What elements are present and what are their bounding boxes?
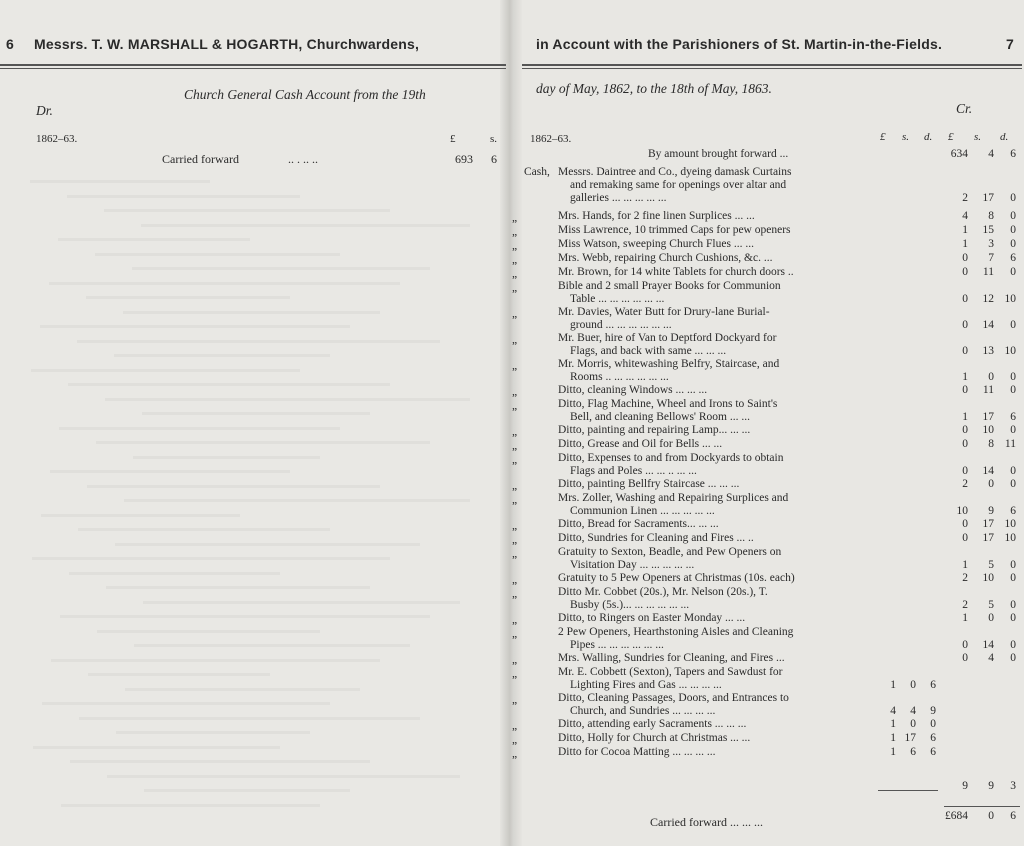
ghost-line — [49, 282, 400, 285]
entry-text: Mr. E. Cobbett (Sexton), Tapers and Sawdust for — [558, 666, 783, 678]
ghost-line — [58, 238, 250, 241]
entry-text: Church, and Sundries ... ... ... ... — [570, 705, 716, 717]
ghost-line — [87, 485, 380, 488]
amount-pence: 0 — [1010, 224, 1016, 236]
entry-text: Ditto Mr. Cobbet (20s.), Mr. Nelson (20s.), T. — [558, 586, 768, 598]
amount-shillings: 10 — [982, 572, 994, 584]
ghost-line — [40, 325, 350, 328]
total-pounds: £684 — [945, 810, 968, 822]
amount-shillings: 17 — [982, 192, 994, 204]
right-carried-label: Carried forward ... ... ... — [650, 815, 763, 829]
ditto-mark: „ — [512, 254, 518, 266]
amount-pence: 0 — [1010, 371, 1016, 383]
amount-pence: 0 — [1010, 238, 1016, 250]
entry-text: Ditto, Grease and Oil for Bells ... ... — [558, 438, 723, 450]
entry-text: Table ... ... ... ... ... ... — [570, 293, 665, 305]
amount-pounds: 1 — [962, 612, 968, 624]
right-year: 1862–63. — [530, 133, 572, 145]
amount-pence: 6 — [930, 746, 936, 758]
entry-text: Mrs. Zoller, Washing and Repairing Surplices and — [558, 492, 789, 504]
entry-text: Ditto, Expenses to and from Dockyards to obtain — [558, 452, 784, 464]
left-carried-dots: .. . .. .. — [288, 152, 318, 166]
amount-pounds: 0 — [962, 639, 968, 651]
amount-pounds: 0 — [962, 252, 968, 264]
entry-text: Miss Lawrence, 10 trimmed Caps for pew openers — [558, 224, 791, 236]
ledger-entry — [558, 238, 868, 251]
amount-shillings: 14 — [982, 319, 994, 331]
ghost-line — [114, 354, 330, 357]
ghost-line — [116, 731, 310, 734]
ledger-entry — [558, 732, 868, 745]
amount-pounds: 1 — [890, 732, 896, 744]
entry-text: galleries ... ... ... ... ... — [570, 192, 667, 204]
entry-text: Messrs. Daintree and Co., dyeing damask Curtains — [558, 166, 792, 178]
entry-text: Mrs. Hands, for 2 fine linen Surplices ... ... — [558, 210, 755, 222]
amount-pounds: 2 — [962, 572, 968, 584]
ledger-entry — [558, 626, 868, 652]
entry-text: Flags, and back with same ... ... ... — [570, 345, 727, 357]
amount-pounds: 1 — [890, 679, 896, 691]
amount-pounds: 0 — [962, 266, 968, 278]
amount-shillings: 0 — [910, 718, 916, 730]
ghost-line — [42, 702, 330, 705]
amount-pounds: 4 — [962, 210, 968, 222]
entry-text: Gratuity to 5 Pew Openers at Christmas (10s. each) — [558, 572, 795, 584]
amount-pounds: 0 — [962, 424, 968, 436]
amount-pounds: 0 — [962, 532, 968, 544]
ledger-entry — [558, 652, 868, 665]
amount-shillings: 0 — [988, 612, 994, 624]
entry-text: Rooms .. ... ... ... ... ... — [570, 371, 669, 383]
ditto-mark: „ — [512, 308, 518, 320]
ditto-mark: „ — [512, 668, 518, 680]
ghost-line — [143, 601, 460, 604]
ghost-line — [134, 644, 410, 647]
ghost-line — [107, 775, 460, 778]
ditto-mark: „ — [512, 454, 518, 466]
left-page-number: 6 — [6, 36, 14, 52]
entry-text: ground ... ... ... ... ... ... — [570, 319, 672, 331]
ghost-line — [104, 209, 390, 212]
amount-shillings: 0 — [988, 371, 994, 383]
ghost-line — [77, 340, 440, 343]
right-header: in Account with the Parishioners of St. Martin-in-the-Fields. — [536, 36, 943, 52]
entry-text: Visitation Day ... ... ... ... ... — [570, 559, 695, 571]
amount-pounds: 0 — [962, 465, 968, 477]
amount-shillings: 4 — [988, 148, 994, 160]
amount-pounds: 0 — [962, 293, 968, 305]
amount-shillings: 5 — [988, 599, 994, 611]
ledger-entry — [558, 692, 868, 718]
col-a-pence: d. — [1000, 131, 1009, 143]
amount-pounds: 2 — [962, 599, 968, 611]
ditto-mark: „ — [512, 720, 518, 732]
ledger-entry — [558, 424, 868, 437]
ledger-entry — [558, 398, 868, 424]
amount-pounds: 1 — [890, 718, 896, 730]
ghost-line — [106, 586, 370, 589]
amount-pence: 6 — [1010, 252, 1016, 264]
ghost-line — [97, 630, 320, 633]
entry-text: Pipes ... ... ... ... ... ... — [570, 639, 664, 651]
entry-text: Mr. Brown, for 14 white Tablets for church doors .. — [558, 266, 794, 278]
left-carried-shillings: 6 — [491, 152, 497, 166]
ledger-entry — [558, 586, 868, 612]
ledger-entry — [558, 478, 868, 491]
amount-pounds: 1 — [962, 559, 968, 571]
amount-shillings: 6 — [910, 746, 916, 758]
entry-text: Mr. Morris, whitewashing Belfry, Staircase, and — [558, 358, 780, 370]
ledger-entry — [558, 666, 868, 692]
ghost-line — [67, 195, 300, 198]
ledger-entry — [558, 518, 868, 531]
amount-pounds: 0 — [962, 384, 968, 396]
col-a-pounds: £ — [948, 131, 954, 143]
amount-pounds: 1 — [962, 411, 968, 423]
ledger-entry — [558, 210, 868, 223]
amount-pence: 0 — [1010, 572, 1016, 584]
amount-shillings: 0 — [988, 478, 994, 490]
ledger-entry — [558, 452, 868, 478]
ghost-line — [96, 441, 430, 444]
ditto-mark: „ — [512, 226, 518, 238]
ledger-entry — [558, 224, 868, 237]
amount-pence: 0 — [1010, 465, 1016, 477]
ghost-line — [59, 427, 340, 430]
entry-text: Ditto, painting Bellfry Staircase ... ... ... — [558, 478, 740, 490]
ghost-line — [123, 311, 380, 314]
entry-text: Ditto, attending early Sacraments ... ... ... — [558, 718, 747, 730]
ghost-line — [132, 267, 430, 270]
amount-pence: 0 — [1010, 266, 1016, 278]
ghost-line — [41, 514, 240, 517]
ghost-line — [69, 572, 280, 575]
amount-pence: 10 — [1004, 518, 1016, 530]
ledger-entry — [558, 252, 868, 265]
ghost-line — [79, 717, 420, 720]
ghost-line — [51, 659, 380, 662]
ditto-mark: „ — [512, 548, 518, 560]
amount-shillings: 5 — [988, 559, 994, 571]
ledger-entry — [558, 266, 868, 279]
amount-shillings: 11 — [982, 266, 994, 278]
right-subtitle: day of May, 1862, to the 18th of May, 1863. — [536, 81, 772, 96]
entry-text: Mrs. Webb, repairing Church Cushions, &c. ... — [558, 252, 773, 264]
ghost-line — [31, 369, 300, 372]
amount-shillings: 4 — [988, 652, 994, 664]
entry-text: Ditto for Cocoa Matting ... ... ... ... — [558, 746, 716, 758]
ghost-line — [61, 804, 320, 807]
amount-pence: 0 — [1010, 652, 1016, 664]
ghost-line — [32, 557, 390, 560]
ledger-entry — [558, 546, 868, 572]
amount-pounds: 2 — [962, 478, 968, 490]
ghost-line — [60, 615, 430, 618]
ledger-entry — [558, 718, 868, 731]
amount-shillings: 17 — [982, 532, 994, 544]
entry-text: Ditto, to Ringers on Easter Monday ... ... — [558, 612, 746, 624]
amount-shillings: 15 — [982, 224, 994, 236]
ledger-entry — [558, 384, 868, 397]
entry-text: Ditto, cleaning Windows ... ... ... — [558, 384, 708, 396]
ghost-line — [70, 760, 370, 763]
ditto-mark: „ — [512, 386, 518, 398]
entry-text: Ditto, Bread for Sacraments... ... ... — [558, 518, 719, 530]
amount-pounds: 0 — [962, 652, 968, 664]
ditto-mark: „ — [512, 614, 518, 626]
right-header-rule-thin — [522, 68, 1022, 69]
amount-pence: 0 — [1010, 424, 1016, 436]
amount-shillings: 10 — [982, 424, 994, 436]
ghost-line — [142, 412, 370, 415]
dr-label: Dr. — [36, 103, 53, 118]
amount-shillings: 8 — [988, 438, 994, 450]
ghost-line — [141, 224, 470, 227]
amount-pounds: 0 — [962, 518, 968, 530]
ghost-line — [124, 499, 470, 502]
total-rule — [944, 806, 1020, 807]
amount-pence: 0 — [1010, 319, 1016, 331]
ditto-mark: „ — [512, 520, 518, 532]
ditto-mark: „ — [512, 588, 518, 600]
ghost-line — [50, 470, 290, 473]
right-page-number: 7 — [1006, 36, 1014, 52]
ditto-mark: „ — [512, 426, 518, 438]
left-subtitle: Church General Cash Account from the 19th — [184, 87, 426, 102]
amount-pence: 9 — [930, 705, 936, 717]
left-col-shillings: s. — [490, 133, 498, 145]
ghost-line — [105, 398, 470, 401]
subtotal-pence: 3 — [1010, 780, 1016, 792]
amount-shillings: 7 — [988, 252, 994, 264]
left-header-rule — [0, 64, 506, 66]
ledger-entry — [558, 492, 868, 518]
ditto-mark: „ — [512, 212, 518, 224]
total-pence: 6 — [1010, 810, 1016, 822]
col-a-shillings: s. — [974, 131, 982, 143]
ghost-line — [86, 296, 290, 299]
amount-shillings: 14 — [982, 465, 994, 477]
ledger-entry — [558, 332, 868, 358]
ghost-line — [95, 253, 340, 256]
ditto-mark: „ — [512, 480, 518, 492]
ledger-entry — [558, 532, 868, 545]
ghost-line — [78, 528, 330, 531]
subtotal-rule — [878, 790, 938, 791]
ditto-mark: „ — [512, 654, 518, 666]
amount-pence: 0 — [1010, 478, 1016, 490]
entry-text: Ditto, Cleaning Passages, Doors, and Entrances to — [558, 692, 789, 704]
ghost-line — [125, 688, 360, 691]
ghost-line — [33, 746, 280, 749]
amount-shillings: 14 — [982, 639, 994, 651]
entry-text: and remaking same for openings over altar and — [570, 179, 787, 191]
amount-pence: 6 — [1010, 505, 1016, 517]
entry-text: Ditto, Sundries for Cleaning and Fires ... .. — [558, 532, 754, 544]
amount-pence: 10 — [1004, 293, 1016, 305]
left-carried-pounds: 693 — [455, 152, 473, 166]
entry-text: By amount brought forward ... — [648, 148, 789, 160]
right-header-rule — [522, 64, 1022, 66]
ledger-entry — [558, 280, 868, 306]
entry-text: Ditto, Holly for Church at Christmas ... ... — [558, 732, 751, 744]
ledger-entry — [558, 746, 868, 759]
entry-text: 2 Pew Openers, Hearthstoning Aisles and Cleaning — [558, 626, 794, 638]
left-year: 1862–63. — [36, 133, 78, 145]
ghost-line — [30, 180, 210, 183]
ghost-line — [88, 673, 270, 676]
amount-pence: 0 — [1010, 599, 1016, 611]
amount-shillings: 0 — [910, 679, 916, 691]
ditto-mark: „ — [512, 748, 518, 760]
entry-text: Miss Watson, sweeping Church Flues ... ... — [558, 238, 754, 250]
ledger-entry — [648, 148, 878, 161]
left-col-pounds: £ — [450, 133, 456, 145]
col-b-pounds: £ — [880, 131, 886, 143]
amount-pounds: 4 — [890, 705, 896, 717]
amount-shillings: 8 — [988, 210, 994, 222]
ghost-line — [144, 789, 350, 792]
amount-pence: 0 — [1010, 559, 1016, 571]
ledger-entry — [558, 358, 868, 384]
entry-text: Mrs. Walling, Sundries for Cleaning, and Fires ... — [558, 652, 785, 664]
ditto-mark: „ — [512, 268, 518, 280]
amount-pounds: 0 — [962, 438, 968, 450]
amount-shillings: 4 — [910, 705, 916, 717]
ditto-mark: „ — [512, 494, 518, 506]
entry-text: Bible and 2 small Prayer Books for Communion — [558, 280, 781, 292]
ditto-mark: „ — [512, 534, 518, 546]
ditto-mark: „ — [512, 574, 518, 586]
entry-text: Mr. Davies, Water Butt for Drury-lane Burial- — [558, 306, 770, 318]
amount-shillings: 17 — [904, 732, 916, 744]
book-gutter — [500, 0, 522, 846]
ditto-mark: „ — [512, 734, 518, 746]
amount-pounds: 0 — [962, 345, 968, 357]
col-b-pence: d. — [924, 131, 933, 143]
entry-text: Bell, and cleaning Bellows' Room ... ... — [570, 411, 750, 423]
entry-text: Ditto, Flag Machine, Wheel and Irons to Saint's — [558, 398, 778, 410]
amount-pence: 10 — [1004, 532, 1016, 544]
cr-label: Cr. — [956, 101, 973, 116]
ditto-mark: „ — [512, 628, 518, 640]
amount-pounds: 1 — [890, 746, 896, 758]
subtotal-pounds: 9 — [962, 780, 968, 792]
amount-pounds: 634 — [950, 148, 968, 160]
amount-pence: 10 — [1004, 345, 1016, 357]
total-shillings: 0 — [988, 810, 994, 822]
amount-pence: 11 — [1004, 438, 1016, 450]
ghost-line — [133, 456, 320, 459]
ditto-mark: Cash, — [524, 166, 550, 178]
entry-text: Communion Linen ... ... ... ... ... — [570, 505, 715, 517]
amount-pence: 6 — [1010, 411, 1016, 423]
amount-pounds: 1 — [962, 238, 968, 250]
amount-pence: 0 — [930, 718, 936, 730]
ditto-mark: „ — [512, 694, 518, 706]
amount-shillings: 3 — [988, 238, 994, 250]
entry-text: Flags and Poles ... ... .. ... ... — [570, 465, 697, 477]
left-header-rule-thin — [0, 68, 506, 69]
left-carried-label: Carried forward — [162, 152, 239, 166]
ditto-mark: „ — [512, 440, 518, 452]
ledger-entry — [558, 612, 868, 625]
amount-shillings: 11 — [982, 384, 994, 396]
amount-pence: 0 — [1010, 384, 1016, 396]
amount-shillings: 17 — [982, 518, 994, 530]
ditto-mark: „ — [512, 360, 518, 372]
entry-text: Mr. Buer, hire of Van to Deptford Dockyard for — [558, 332, 777, 344]
amount-pence: 0 — [1010, 210, 1016, 222]
ditto-mark: „ — [512, 240, 518, 252]
amount-pounds: 1 — [962, 224, 968, 236]
ditto-mark: „ — [512, 334, 518, 346]
amount-shillings: 12 — [982, 293, 994, 305]
amount-pounds: 10 — [956, 505, 968, 517]
ghost-line — [68, 383, 390, 386]
entry-text: Gratuity to Sexton, Beadle, and Pew Openers on — [558, 546, 782, 558]
amount-pounds: 1 — [962, 371, 968, 383]
entry-text: Ditto, painting and repairing Lamp... ... ... — [558, 424, 751, 436]
amount-pounds: 2 — [962, 192, 968, 204]
amount-shillings: 13 — [982, 345, 994, 357]
ghost-line — [115, 543, 420, 546]
ledger-entry — [558, 572, 868, 585]
amount-pence: 6 — [930, 732, 936, 744]
ledger-entry — [558, 438, 868, 451]
amount-pence: 0 — [1010, 192, 1016, 204]
entry-text: Busby (5s.)... ... ... ... ... ... — [570, 599, 690, 611]
amount-pence: 0 — [1010, 612, 1016, 624]
amount-pence: 6 — [930, 679, 936, 691]
ledger-entry — [558, 166, 868, 205]
ditto-mark: „ — [512, 282, 518, 294]
amount-pence: 0 — [1010, 639, 1016, 651]
amount-shillings: 17 — [982, 411, 994, 423]
entry-text: Lighting Fires and Gas ... ... ... ... — [570, 679, 722, 691]
ledger-entry — [558, 306, 868, 332]
left-header: Messrs. T. W. MARSHALL & HOGARTH, Churchwardens, — [34, 36, 420, 52]
amount-pence: 6 — [1010, 148, 1016, 160]
subtotal-shillings: 9 — [988, 780, 994, 792]
amount-pounds: 0 — [962, 319, 968, 331]
amount-shillings: 9 — [988, 505, 994, 517]
col-b-shillings: s. — [902, 131, 910, 143]
ditto-mark: „ — [512, 400, 518, 412]
